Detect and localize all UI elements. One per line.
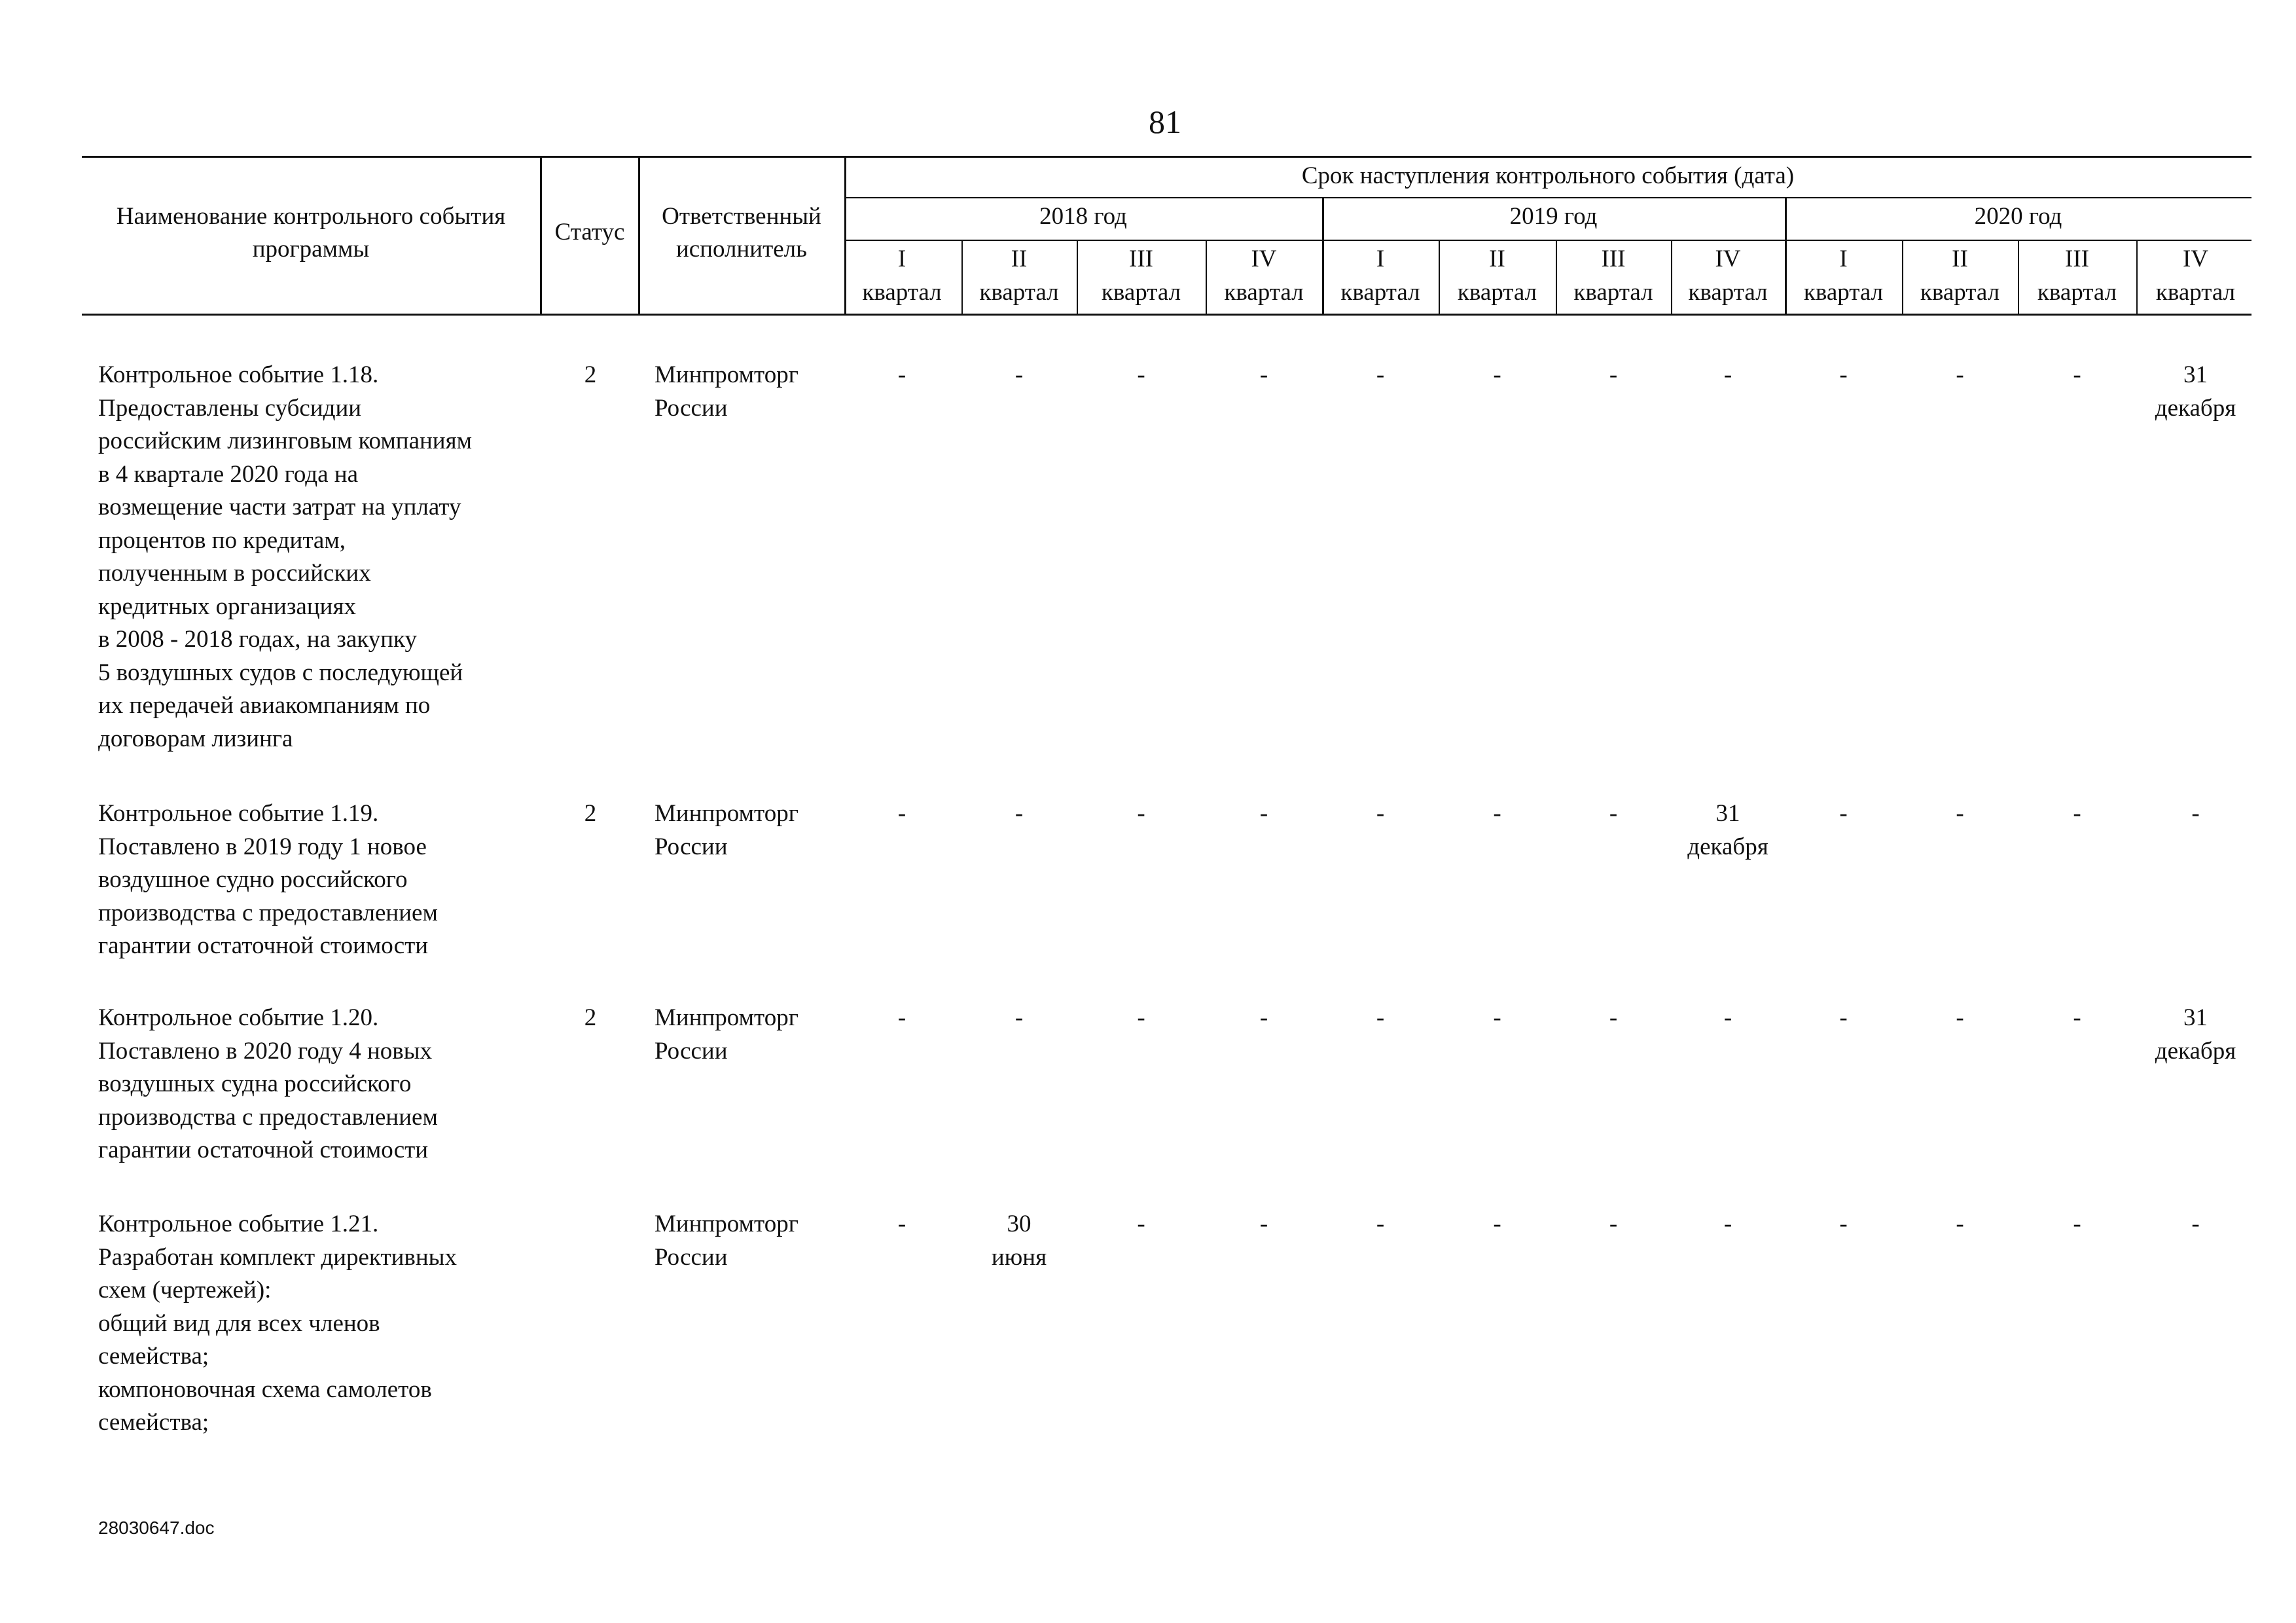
event-name-line: воздушное судно российского	[98, 866, 408, 893]
quarter-deadline-value: -	[1839, 800, 1848, 827]
quarter-word-label: квартал	[979, 279, 1059, 306]
quarter-deadline-value: -	[1259, 361, 1268, 388]
event-name-line: российским лизинговым компаниям	[98, 428, 473, 454]
quarter-word-label: квартал	[1920, 279, 2000, 306]
executor-line: России	[655, 1243, 728, 1271]
event-name-line: полученным в российских	[98, 560, 371, 587]
quarter-deadline-value: 31	[2183, 1004, 2208, 1031]
executor-column-header: Ответственный исполнитель	[662, 203, 821, 263]
event-name-line: возмещение части затрат на уплату	[98, 494, 461, 520]
quarter-deadline-value: -	[1956, 361, 1964, 388]
event-name-line: в 4 квартале 2020 года на	[98, 460, 359, 488]
quarter-word-label: квартал	[2037, 279, 2117, 306]
quarter-deadline-value: 30	[1007, 1211, 1031, 1237]
quarter-deadline-value: -	[1609, 361, 1618, 388]
status-value: 2	[584, 800, 597, 827]
event-name-line: производства с предоставлением	[98, 899, 438, 926]
quarter-deadline-value: -	[2073, 361, 2081, 388]
event-name-line: Контрольное событие 1.19.	[98, 800, 379, 827]
deadline-column-header: Срок наступления контрольного события (дата)	[1301, 162, 1795, 189]
quarter-word-label: квартал	[1573, 279, 1653, 306]
quarter-deadline-value: -	[1376, 1004, 1385, 1031]
quarter-deadline-value: -	[1723, 361, 1732, 388]
quarter-deadline-value: -	[1609, 1211, 1618, 1237]
event-name-line: воздушных судна российского	[98, 1070, 412, 1097]
quarter-deadline-value: -	[1493, 361, 1501, 388]
quarter-deadline-value: -	[897, 1211, 906, 1237]
quarter-deadline-value: -	[1723, 1211, 1732, 1237]
quarter-deadline-value: -	[1259, 800, 1268, 827]
quarter-deadline-value: -	[1376, 361, 1385, 388]
quarter-deadline-value: -	[897, 1004, 906, 1031]
quarter-roman-label: IV	[1251, 246, 1277, 272]
quarter-deadline-value: -	[1723, 1004, 1732, 1031]
header-bottom-rule	[82, 314, 2251, 316]
event-name-line: Контрольное событие 1.18.	[98, 361, 379, 388]
quarter-roman-label: III	[2065, 246, 2089, 272]
quarter-deadline-value: -	[1137, 800, 1145, 827]
event-name-line: Контрольное событие 1.20.	[98, 1004, 379, 1031]
quarter-deadline-value: -	[1376, 1211, 1385, 1237]
event-name-line: общий вид для всех членов	[98, 1309, 380, 1337]
document-filename: 28030647.doc	[98, 1518, 215, 1538]
event-name-line: производства с предоставлением	[98, 1103, 438, 1131]
executor-line: Минпромторг	[655, 1211, 798, 1237]
quarter-deadline-value: -	[1376, 800, 1385, 827]
quarter-deadline-value: -	[2073, 1004, 2081, 1031]
quarter-deadline-value: июня	[991, 1243, 1047, 1271]
event-name-line: Поставлено в 2019 году 1 новое	[98, 833, 427, 860]
header-top-rule	[82, 156, 2251, 158]
quarter-deadline-value: -	[1259, 1004, 1268, 1031]
event-name-line: семейства;	[98, 1343, 209, 1370]
quarter-word-label: квартал	[1803, 279, 1884, 306]
executor-line: Минпромторг	[655, 1004, 798, 1031]
event-name-line: 5 воздушных судов с последующей	[98, 659, 463, 686]
quarter-roman-label: I	[1376, 246, 1385, 272]
quarter-roman-label: III	[1601, 246, 1626, 272]
quarter-roman-label: I	[897, 246, 906, 272]
event-name-line: Разработан комплект директивных	[98, 1243, 457, 1271]
event-name-line: гарантии остаточной стоимости	[98, 1137, 429, 1163]
quarter-deadline-value: -	[1014, 1004, 1024, 1031]
quarter-deadline-value: -	[2191, 800, 2200, 827]
quarter-roman-label: II	[1952, 246, 1968, 272]
quarter-word-label: квартал	[1340, 279, 1420, 306]
status-value: 2	[584, 1004, 597, 1031]
event-name-line: их передачей авиакомпаниям по	[98, 692, 431, 719]
quarter-deadline-value: -	[2073, 1211, 2081, 1237]
event-name-line: Поставлено в 2020 году 4 новых	[98, 1037, 433, 1065]
quarter-word-label: квартал	[1688, 279, 1768, 306]
quarter-word-label: квартал	[862, 279, 942, 306]
event-name-line: семейства;	[98, 1409, 209, 1436]
quarter-deadline-value: -	[2191, 1211, 2200, 1237]
quarter-deadline-value: -	[1137, 1004, 1145, 1031]
name-column-header: Наименование контрольного события программы	[116, 203, 506, 263]
event-name-line: гарантии остаточной стоимости	[98, 932, 429, 959]
quarter-deadline-value: декабря	[1687, 833, 1768, 860]
executor-line: России	[655, 1037, 728, 1065]
event-name-line: в 2008 - 2018 годах, на закупку	[98, 626, 417, 653]
quarter-deadline-value: декабря	[2155, 394, 2236, 422]
quarter-roman-label: III	[1129, 246, 1153, 272]
year-header: 2019 год	[1509, 203, 1598, 230]
executor-line: России	[655, 394, 728, 422]
quarter-deadline-value: декабря	[2155, 1037, 2236, 1065]
year-subheader-rule	[844, 240, 2251, 241]
status-column-header: Статус	[554, 219, 625, 246]
quarter-deadline-value: -	[1839, 1004, 1848, 1031]
quarter-word-label: квартал	[1224, 279, 1304, 306]
event-name-line: процентов по кредитам,	[98, 526, 346, 554]
quarter-deadline-value: -	[1956, 800, 1964, 827]
quarter-deadline-value: -	[1259, 1211, 1268, 1237]
quarter-deadline-value: -	[1014, 800, 1024, 827]
quarter-word-label: квартал	[2155, 279, 2236, 306]
quarter-roman-label: II	[1489, 246, 1505, 272]
quarter-roman-label: IV	[2182, 246, 2209, 272]
quarter-word-label: квартал	[1101, 279, 1181, 306]
status-value: 2	[584, 361, 597, 388]
quarter-deadline-value: -	[1839, 361, 1848, 388]
year-header: 2020 год	[1974, 203, 2062, 230]
event-name-line: кредитных организациях	[98, 593, 356, 620]
quarter-word-label: квартал	[1457, 279, 1537, 306]
page-number: 81	[1149, 103, 1181, 140]
deadline-subheader-rule	[844, 197, 2251, 198]
executor-line: Минпромторг	[655, 361, 798, 388]
quarter-deadline-value: -	[1137, 361, 1145, 388]
event-name-line: Предоставлены субсидии	[98, 394, 362, 422]
quarter-deadline-value: -	[1014, 361, 1024, 388]
quarter-roman-label: I	[1839, 246, 1848, 272]
event-name-line: Контрольное событие 1.21.	[98, 1211, 379, 1237]
event-name-line: схем (чертежей):	[98, 1277, 272, 1304]
quarter-deadline-value: -	[1493, 1004, 1501, 1031]
quarter-deadline-value: -	[1609, 1004, 1618, 1031]
quarter-deadline-value: -	[1493, 800, 1501, 827]
quarter-deadline-value: 31	[1715, 800, 1740, 827]
quarter-deadline-value: -	[1609, 800, 1618, 827]
quarter-deadline-value: -	[2073, 800, 2081, 827]
quarter-deadline-value: -	[1137, 1211, 1145, 1237]
year-header: 2018 год	[1039, 203, 1127, 230]
quarter-deadline-value: -	[1956, 1211, 1964, 1237]
executor-line: Минпромторг	[655, 800, 798, 827]
quarter-deadline-value: -	[897, 361, 906, 388]
executor-line: России	[655, 833, 728, 860]
quarter-deadline-value: -	[1493, 1211, 1501, 1237]
quarter-deadline-value: 31	[2183, 361, 2208, 388]
quarter-deadline-value: -	[1839, 1211, 1848, 1237]
quarter-roman-label: IV	[1715, 246, 1741, 272]
quarter-roman-label: II	[1011, 246, 1028, 272]
event-name-line: договорам лизинга	[98, 725, 293, 752]
quarter-deadline-value: -	[897, 800, 906, 827]
quarter-deadline-value: -	[1956, 1004, 1964, 1031]
event-name-line: компоновочная схема самолетов	[98, 1376, 432, 1403]
